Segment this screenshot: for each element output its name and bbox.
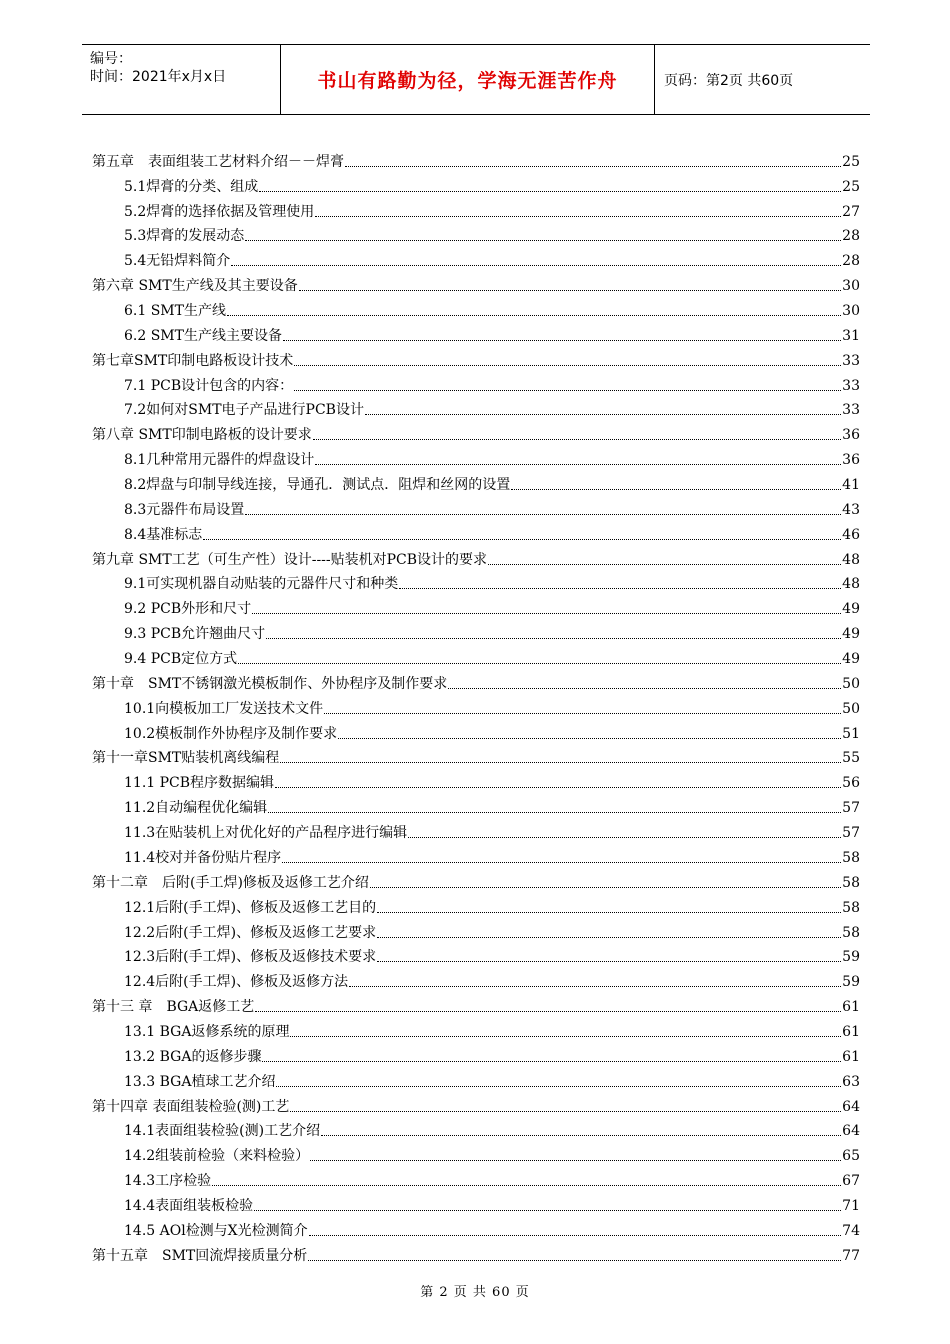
toc-entry-page: 59: [842, 974, 860, 991]
toc-entry-title: 第十三 章 BGA返修工艺: [92, 999, 255, 1016]
toc-dot-leader: [290, 1110, 841, 1112]
toc-entry-title: 8.1几种常用元器件的焊盘设计: [124, 452, 315, 469]
toc-entry-title: 11.1 PCB程序数据编辑: [124, 775, 275, 792]
toc-dot-leader: [294, 389, 841, 391]
toc-chapter-entry[interactable]: [92, 345, 860, 370]
toc-dot-leader: [227, 314, 841, 316]
toc-chapter-entry[interactable]: [92, 867, 860, 892]
toc-dot-leader: [231, 264, 841, 266]
toc-entry-title: 12.2后附(手工焊)、修板及返修工艺要求: [124, 924, 377, 941]
toc-dot-leader: [262, 1060, 841, 1062]
toc-entry-title: 第五章 表面组装工艺材料介绍－－焊膏: [92, 153, 344, 170]
toc-section-entry[interactable]: [92, 295, 860, 320]
toc-dot-leader: [268, 811, 841, 813]
toc-entry-page: 58: [842, 874, 860, 891]
toc-dot-leader: [315, 215, 841, 217]
toc-dot-leader: [313, 438, 841, 440]
toc-chapter-entry[interactable]: [92, 270, 860, 295]
toc-entry-title: 5.2焊膏的选择依据及管理使用: [124, 203, 315, 220]
toc-entry-title: 第十章 SMT不锈钢激光模板制作、外协程序及制作要求: [92, 675, 448, 692]
toc-section-entry[interactable]: [92, 569, 860, 594]
toc-entry-title: 13.1 BGA返修系统的原理: [124, 1023, 290, 1040]
toc-section-entry[interactable]: [92, 817, 860, 842]
toc-section-entry[interactable]: [92, 395, 860, 420]
toc-entry-title: 第八章 SMT印制电路板的设计要求: [92, 427, 312, 444]
toc-chapter-entry[interactable]: [92, 668, 860, 693]
toc-entry-title: 第十一章SMT贴装机离线编程: [92, 750, 280, 767]
toc-chapter-entry[interactable]: [92, 1091, 860, 1116]
toc-entry-title: 第六章 SMT生产线及其主要设备: [92, 278, 298, 295]
header-page-info: 页码：第2页 共60页: [664, 72, 794, 89]
toc-dot-leader: [377, 960, 841, 962]
toc-section-entry[interactable]: [92, 693, 860, 718]
toc-entry-title: 11.2自动编程优化编辑: [124, 800, 268, 817]
toc-entry-title: 11.3在贴装机上对优化好的产品程序进行编辑: [124, 825, 408, 842]
toc-dot-leader: [299, 289, 841, 291]
toc-section-entry[interactable]: [92, 171, 860, 196]
toc-entry-title: 9.2 PCB外形和尺寸: [124, 601, 252, 618]
toc-section-entry[interactable]: [92, 196, 860, 221]
toc-dot-leader: [290, 1035, 841, 1037]
page-header: [82, 44, 870, 115]
toc-entry-page: 28: [842, 253, 860, 270]
toc-entry-page: 71: [842, 1197, 860, 1214]
toc-entry-page: 67: [842, 1173, 860, 1190]
toc-section-entry[interactable]: [92, 245, 860, 270]
toc-entry-page: 61: [842, 1023, 860, 1040]
toc-entry-title: 8.2焊盘与印制导线连接，导通孔．测试点．阻焊和丝网的设置: [124, 477, 511, 494]
toc-entry-title: 6.2 SMT生产线主要设备: [124, 327, 282, 344]
toc-section-entry[interactable]: [92, 593, 860, 618]
page-footer: 第 2 页 共 60 页: [420, 1285, 530, 1300]
document-time-label: 时间：2021年x月x日: [90, 69, 227, 85]
toc-entry-title: 7.1 PCB设计包含的内容：: [124, 377, 294, 394]
toc-dot-leader: [266, 637, 841, 639]
toc-entry-title: 12.3后附(手工焊)、修板及返修技术要求: [124, 949, 377, 966]
toc-entry-page: 57: [842, 825, 860, 842]
toc-dot-leader: [275, 786, 841, 788]
toc-dot-leader: [377, 911, 841, 913]
toc-section-entry[interactable]: [92, 519, 860, 544]
toc-dot-leader: [238, 662, 841, 664]
toc-dot-leader: [245, 239, 841, 241]
toc-entry-page: 74: [842, 1222, 860, 1239]
toc-dot-leader: [252, 612, 841, 614]
toc-entry-page: 56: [842, 775, 860, 792]
toc-section-entry[interactable]: [92, 892, 860, 917]
toc-chapter-entry[interactable]: [92, 991, 860, 1016]
toc-section-entry[interactable]: [92, 618, 860, 643]
toc-dot-leader: [308, 1259, 841, 1261]
toc-dot-leader: [245, 513, 841, 515]
toc-section-entry[interactable]: [92, 221, 860, 246]
toc-entry-title: 第十四章 表面组装检验(测)工艺: [92, 1098, 290, 1115]
table-of-contents: [92, 146, 860, 1265]
toc-dot-leader: [315, 463, 841, 465]
toc-dot-leader: [255, 1010, 841, 1012]
toc-section-entry[interactable]: [92, 767, 860, 792]
toc-entry-page: 43: [842, 501, 860, 518]
toc-dot-leader: [338, 737, 841, 739]
toc-entry-page: 30: [842, 278, 860, 295]
toc-chapter-entry[interactable]: [92, 743, 860, 768]
header-motto: 书山有路勤为径，学海无涯苦作舟: [281, 45, 655, 114]
toc-entry-title: 9.4 PCB定位方式: [124, 651, 238, 668]
toc-dot-leader: [276, 1085, 841, 1087]
toc-entry-page: 49: [842, 601, 860, 618]
toc-entry-page: 33: [842, 377, 860, 394]
toc-entry-title: 8.3元器件布局设置: [124, 501, 245, 518]
toc-entry-title: 14.3工序检验: [124, 1173, 212, 1190]
toc-entry-title: 9.1可实现机器自动贴装的元器件尺寸和种类: [124, 576, 399, 593]
toc-entry-title: 5.4无铅焊料简介: [124, 253, 231, 270]
toc-entry-title: 14.4表面组装板检验: [124, 1197, 254, 1214]
toc-section-entry[interactable]: [92, 1116, 860, 1141]
toc-section-entry[interactable]: [92, 370, 860, 395]
toc-entry-page: 57: [842, 800, 860, 817]
toc-dot-leader: [488, 563, 841, 565]
document-number-label: 编号：: [90, 51, 132, 67]
toc-dot-leader: [349, 985, 841, 987]
toc-entry-title: 8.4基准标志: [124, 526, 203, 543]
toc-entry-title: 14.1表面组装检验(测)工艺介绍: [124, 1123, 321, 1140]
toc-entry-page: 30: [842, 303, 860, 320]
toc-chapter-entry[interactable]: [92, 544, 860, 569]
toc-entry-title: 12.4后附(手工焊)、修板及返修方法: [124, 974, 349, 991]
toc-entry-page: 36: [842, 427, 860, 444]
toc-section-entry[interactable]: [92, 1066, 860, 1091]
toc-section-entry[interactable]: [92, 643, 860, 668]
toc-entry-title: 6.1 SMT生产线: [124, 303, 226, 320]
toc-entry-page: 25: [842, 178, 860, 195]
toc-entry-page: 33: [842, 352, 860, 369]
toc-entry-page: 46: [842, 526, 860, 543]
toc-entry-page: 77: [842, 1247, 860, 1264]
toc-dot-leader: [203, 538, 841, 540]
toc-entry-title: 13.3 BGA植球工艺介绍: [124, 1073, 276, 1090]
toc-entry-title: 第十二章 后附(手工焊)修板及返修工艺介绍: [92, 874, 369, 891]
toc-section-entry[interactable]: [92, 917, 860, 942]
toc-entry-page: 64: [842, 1123, 860, 1140]
toc-dot-leader: [309, 1234, 842, 1236]
toc-entry-page: 28: [842, 228, 860, 245]
toc-entry-page: 50: [842, 675, 860, 692]
toc-chapter-entry[interactable]: [92, 146, 860, 171]
toc-entry-title: 第九章 SMT工艺（可生产性）设计----贴装机对PCB设计的要求: [92, 551, 488, 568]
toc-section-entry[interactable]: [92, 320, 860, 345]
toc-entry-page: 49: [842, 651, 860, 668]
toc-dot-leader: [321, 1134, 841, 1136]
toc-dot-leader: [280, 761, 841, 763]
toc-section-entry[interactable]: [92, 1190, 860, 1215]
toc-section-entry[interactable]: [92, 966, 860, 991]
toc-entry-title: 9.3 PCB允许翘曲尺寸: [124, 626, 266, 643]
toc-entry-page: 31: [842, 327, 860, 344]
toc-entry-title: 10.1向模板加工厂发送技术文件: [124, 700, 324, 717]
toc-entry-page: 49: [842, 626, 860, 643]
toc-entry-page: 58: [842, 849, 860, 866]
toc-entry-title: 12.1后附(手工焊)、修板及返修工艺目的: [124, 899, 377, 916]
toc-entry-title: 7.2如何对SMT电子产品进行PCB设计: [124, 402, 364, 419]
toc-chapter-entry[interactable]: [92, 1240, 860, 1265]
toc-entry-page: 58: [842, 899, 860, 916]
toc-entry-page: 61: [842, 999, 860, 1016]
toc-entry-title: 第十五章 SMT回流焊接质量分析: [92, 1247, 308, 1264]
toc-section-entry[interactable]: [92, 842, 860, 867]
toc-dot-leader: [511, 488, 841, 490]
toc-section-entry[interactable]: [92, 1165, 860, 1190]
toc-dot-leader: [283, 339, 841, 341]
toc-entry-page: 27: [842, 203, 860, 220]
toc-entry-title: 11.4校对并备份贴片程序: [124, 849, 282, 866]
toc-dot-leader: [370, 886, 841, 888]
toc-section-entry[interactable]: [92, 718, 860, 743]
toc-section-entry[interactable]: [92, 469, 860, 494]
toc-dot-leader: [399, 587, 841, 589]
toc-entry-title: 5.3焊膏的发展动态: [124, 228, 245, 245]
toc-entry-page: 61: [842, 1048, 860, 1065]
toc-entry-title: 第七章SMT印制电路板设计技术: [92, 352, 294, 369]
toc-entry-page: 65: [842, 1148, 860, 1165]
toc-entry-page: 55: [842, 750, 860, 767]
toc-entry-page: 59: [842, 949, 860, 966]
header-meta: [82, 45, 281, 114]
toc-section-entry[interactable]: [92, 1215, 860, 1240]
toc-section-entry[interactable]: [92, 494, 860, 519]
toc-entry-page: 25: [842, 153, 860, 170]
toc-section-entry[interactable]: [92, 942, 860, 967]
toc-dot-leader: [294, 364, 841, 366]
toc-entry-page: 50: [842, 700, 860, 717]
toc-section-entry[interactable]: [92, 1041, 860, 1066]
toc-entry-title: 14.5 AOl检测与X光检测简介: [124, 1222, 308, 1239]
toc-section-entry[interactable]: [92, 1140, 860, 1165]
toc-dot-leader: [282, 861, 841, 863]
toc-entry-page: 41: [842, 477, 860, 494]
toc-entry-page: 58: [842, 924, 860, 941]
toc-entry-page: 33: [842, 402, 860, 419]
toc-dot-leader: [259, 190, 841, 192]
toc-entry-title: 5.1焊膏的分类、组成: [124, 178, 259, 195]
toc-dot-leader: [448, 687, 841, 689]
toc-entry-page: 48: [842, 576, 860, 593]
toc-dot-leader: [365, 413, 841, 415]
toc-entry-page: 51: [842, 725, 860, 742]
toc-dot-leader: [324, 712, 841, 714]
toc-section-entry[interactable]: [92, 444, 860, 469]
toc-entry-page: 64: [842, 1098, 860, 1115]
toc-dot-leader: [254, 1209, 841, 1211]
toc-dot-leader: [345, 165, 841, 167]
toc-section-entry[interactable]: [92, 792, 860, 817]
toc-entry-page: 48: [842, 551, 860, 568]
toc-entry-title: 14.2组装前检验（来料检验）: [124, 1148, 310, 1165]
toc-dot-leader: [408, 836, 841, 838]
toc-dot-leader: [310, 1159, 841, 1161]
toc-dot-leader: [212, 1184, 841, 1186]
toc-section-entry[interactable]: [92, 1016, 860, 1041]
toc-dot-leader: [377, 936, 841, 938]
toc-entry-page: 63: [842, 1073, 860, 1090]
toc-entry-page: 36: [842, 452, 860, 469]
toc-entry-title: 13.2 BGA的返修步骤: [124, 1048, 262, 1065]
toc-chapter-entry[interactable]: [92, 419, 860, 444]
toc-entry-title: 10.2模板制作外协程序及制作要求: [124, 725, 338, 742]
